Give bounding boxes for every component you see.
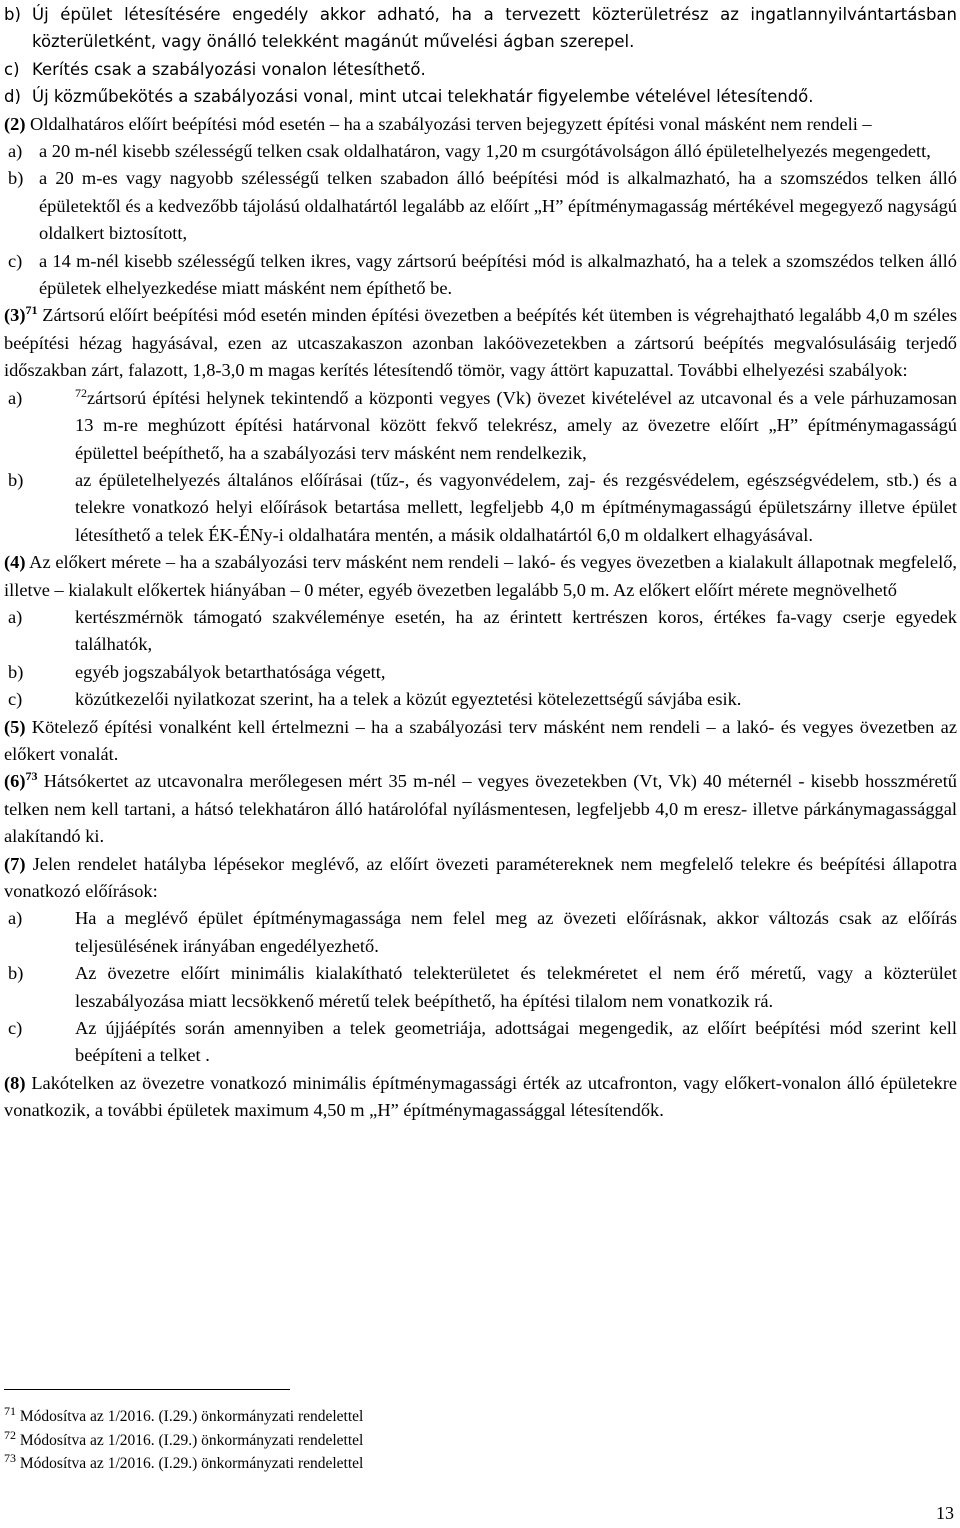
paragraph-number: (8) xyxy=(4,1072,26,1093)
list-item xyxy=(4,1,957,56)
paragraph-text: Lakótelken az övezetre vonatkozó minimális építménymagassági érték az utcafronton, vagy előkert-vonalon álló épületekre vonatkozik, a további épületek maximum 4,50 m „H” építménymagassággal létesítendők. xyxy=(4,1072,957,1121)
paragraph-number: (3) xyxy=(4,305,26,326)
paragraph-text: Jelen rendelet hatályba lépésekor meglévő, az előírt övezeti paramétereknek nem megfelelő telekre és beépítési állapotra vonatkozó előírások: xyxy=(4,853,957,901)
paragraph-number: (4) xyxy=(4,552,26,573)
paragraph-text: Hátsókertet az utcavonalra merőlegesen mért 35 m-nél – vegyes övezetekben (Vt, Vk) 40 méternél - kisebb hosszméretű telken nem kell tartani, a hátsó telekhatáron álló határolófal nyílásmentesen, legfeljebb 4,0 m eresz- illetve párkánymagassággal alakítandó ki. xyxy=(4,771,957,847)
item-text: Új épület létesítésére engedély akkor adható, ha a tervezett közterületrész az ingatlannyilvántartásban közterületként, vagy önálló telekként magánút művelési ágban szerepel. xyxy=(32,5,957,52)
page-number: 13 xyxy=(936,1503,954,1523)
paragraph-number: (7) xyxy=(4,853,26,874)
item-label: b) xyxy=(8,963,24,984)
item-text: a 20 m-es vagy nagyobb szélességű telken szabadon álló beépítési mód is alkalmazható, ha a szomszédos telken álló épületektől és a kedvezőbb tájolású oldalhatártól legalább az előírt „H” építménymagasság mértékével megegyező nagyságú oldalkert biztosított, xyxy=(39,168,957,244)
item-label: b) xyxy=(8,168,24,189)
footnote-text: Módosítva az 1/2016. (I.29.) önkormányzati rendelettel xyxy=(16,1455,364,1472)
list-item xyxy=(4,83,957,110)
list-item xyxy=(8,659,957,686)
list-item xyxy=(8,1015,957,1070)
document-body xyxy=(4,1,957,1125)
item-label: c) xyxy=(8,1018,23,1039)
item-label: b) xyxy=(4,5,21,24)
paragraph-number: (5) xyxy=(4,716,26,737)
list-item xyxy=(8,467,957,549)
list-item xyxy=(8,248,957,303)
item-text: a 14 m-nél kisebb szélességű telken ikres, vagy zártsorú beépítési mód is alkalmazható, ha a telek a szomszédos telken álló épületek elhelyezkedése miatt másként nem építhető be. xyxy=(39,250,957,299)
list-item xyxy=(8,165,957,247)
list-item xyxy=(8,604,957,659)
item-text: az épületelhelyezés általános előírásai (tűz-, és vagyonvédelem, zaj- és rezgésvédelem, egészségvédelem, stb.) és a telekre vonatkozó helyi előírások betartása mellett, legfeljebb 4,0 m építménymagasságú épületszárny illetve épület létesíthető a telek ÉK-ÉNy-i oldalhatára mentén, a másik oldalhatártól 6,0 m oldalkert elhagyásával. xyxy=(75,469,957,545)
footnote-number: 73 xyxy=(4,1450,16,1465)
paragraph-7 xyxy=(4,851,957,906)
item-text: Az övezetre előírt minimális kialakítható telekterületet és telekméretet el nem érő méretű, vagy a közterület leszabályozása miatt lecsökkenő méretű telek beépíthető, ha építési tilalom nem vonatkozik rá. xyxy=(75,963,957,1011)
item-label: c) xyxy=(8,250,23,271)
list-item xyxy=(8,905,957,960)
footnote xyxy=(4,1405,363,1429)
item-label: d) xyxy=(4,87,21,107)
footnote xyxy=(4,1452,363,1476)
item-text: Kerítés csak a szabályozási vonalon létesíthető. xyxy=(32,59,426,79)
list-item xyxy=(8,960,957,1015)
paragraph-2 xyxy=(4,111,957,138)
list-item xyxy=(4,56,957,83)
footnote xyxy=(4,1429,363,1453)
item-label: a) xyxy=(8,387,23,408)
paragraph-3 xyxy=(4,302,957,384)
footnote-text: Módosítva az 1/2016. (I.29.) önkormányzati rendelettel xyxy=(16,1431,364,1449)
paragraph-6 xyxy=(4,768,957,850)
item-text: közútkezelői nyilatkozat szerint, ha a telek a közút egyeztetési kötelezettségű sávjába esik. xyxy=(75,689,742,710)
footnote-ref: 71 xyxy=(25,303,38,318)
list-item xyxy=(8,686,957,713)
footnote-ref: 72 xyxy=(75,385,87,400)
paragraph-text: Kötelező építési vonalként kell értelmezni – ha a szabályozási terv másként nem rendeli – a lakó- és vegyes övezetben az előkert vonalát. xyxy=(4,716,957,764)
item-text: Az újjáépítés során amennyiben a telek geometriája, adottságai megengedik, az előírt beépítési mód szerint kell beépíteni a telket . xyxy=(75,1018,957,1066)
item-text: a 20 m-nél kisebb szélességű telken csak oldalhatáron, vagy 1,20 m csurgótávolságon álló épületelhelyezés megengedett, xyxy=(39,141,931,162)
paragraph-8 xyxy=(4,1070,957,1125)
item-label: c) xyxy=(4,59,20,79)
paragraph-5 xyxy=(4,714,957,769)
list-item xyxy=(8,138,957,165)
paragraph-text: Zártsorú előírt beépítési mód esetén minden építési övezetben a beépítés két ütemben is végrehajtható legalább 4,0 m széles beépítési hézag hagyásával, ezen az utcaszakaszon azonban lakóövezetekben a zártsorú beépítés megvalósulásáig terjedő időszakban zárt, falazott, 1,8-3,0 m magas kerítés létesítendő tömör, vagy áttört kapuzattal. További elhelyezési szabályok: xyxy=(4,305,957,381)
item-label: b) xyxy=(8,661,24,682)
footnote-text: Módosítva az 1/2016. (I.29.) önkormányzati rendelettel xyxy=(16,1408,364,1425)
paragraph-number: (6) xyxy=(4,771,26,792)
item-label: a) xyxy=(8,908,23,929)
footnotes xyxy=(4,1405,363,1476)
item-text: kertészmérnök támogató szakvéleménye esetén, ha az érintett kertrészen koros, értékes fa-vagy cserje egyedek találhatók, xyxy=(75,606,957,655)
item-label: a) xyxy=(8,141,23,162)
item-label: a) xyxy=(8,606,23,627)
footnote-number: 71 xyxy=(4,1403,16,1418)
list-item xyxy=(8,385,957,467)
paragraph-text: Oldalhatáros előírt beépítési mód esetén – ha a szabályozási terven bejegyzett építési vonal másként nem rendeli – xyxy=(25,113,872,134)
item-text: Új közműbekötés a szabályozási vonal, mint utcai telekhatár figyelembe vételével létesítendő. xyxy=(32,87,814,107)
footnote-ref: 73 xyxy=(25,769,38,784)
footnote-separator xyxy=(4,1389,290,1390)
item-text: Ha a meglévő épület építménymagassága nem felel meg az övezeti előírásnak, akkor változás csak az előírás teljesülésének irányában engedélyezhető. xyxy=(75,908,957,956)
item-label: b) xyxy=(8,469,24,490)
item-text: zártsorú építési helynek tekintendő a központi vegyes (Vk) övezet kivételével az utcavonal és a vele párhuzamosan 13 m-re meghúzott építési határvonal között fekvő telekrész, amely az övezetre előírt „H” építménymagasságú épülettel beépíthető, ha a szabályozási terv másként nem rendelkezik, xyxy=(75,387,957,463)
paragraph-number: (2) xyxy=(4,113,26,134)
item-label: c) xyxy=(8,689,23,710)
item-text: egyéb jogszabályok betarthatósága végett, xyxy=(75,661,386,682)
paragraph-text: Az előkert mérete – ha a szabályozási terv másként nem rendeli – lakó- és vegyes övezetben a kialakult állapotnak megfelelő, illetve – kialakult előkertek hiányában – 0 méter, egyéb övezetben legalább 5,0 m. Az előkert előírt mérete megnövelhető xyxy=(4,552,957,600)
footnote-number: 72 xyxy=(4,1427,16,1442)
paragraph-4 xyxy=(4,549,957,604)
